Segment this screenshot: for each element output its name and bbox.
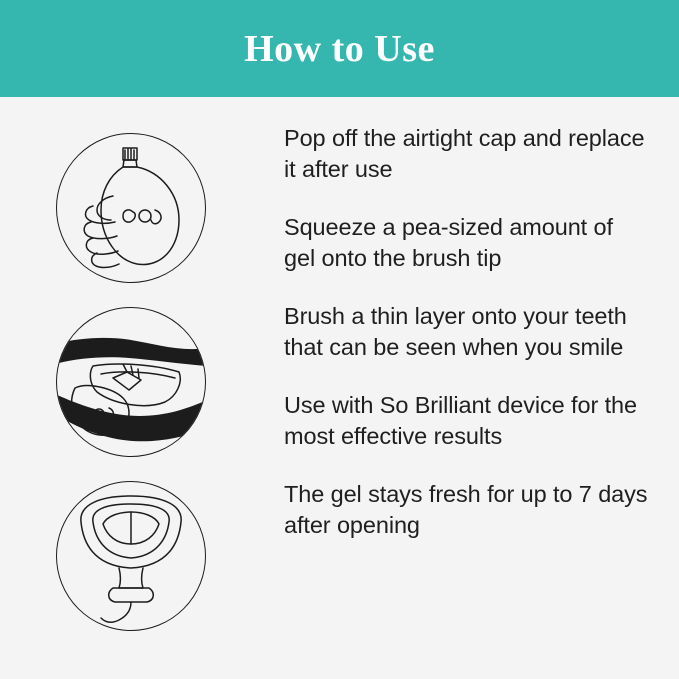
- hand-squeezing-gel-tube-icon: [56, 133, 206, 283]
- led-whitening-mouthpiece-device-icon: [56, 481, 206, 631]
- step-item: Brush a thin layer onto your teeth that can be seen when you smile: [284, 303, 627, 360]
- page-title: How to Use: [244, 27, 435, 70]
- step-item: Use with So Brilliant device for the most effective results: [284, 392, 637, 449]
- content-area: [0, 97, 679, 679]
- header-banner: [0, 0, 679, 97]
- steps-column: [262, 123, 679, 679]
- brush-applying-gel-to-teeth-icon: [56, 307, 206, 457]
- step-item: Pop off the airtight cap and replace it after use: [284, 125, 645, 182]
- illustration-column: [0, 123, 262, 679]
- step-item: The gel stays fresh for up to 7 days after opening: [284, 481, 648, 538]
- step-item: Squeeze a pea-sized amount of gel onto the brush tip: [284, 214, 613, 271]
